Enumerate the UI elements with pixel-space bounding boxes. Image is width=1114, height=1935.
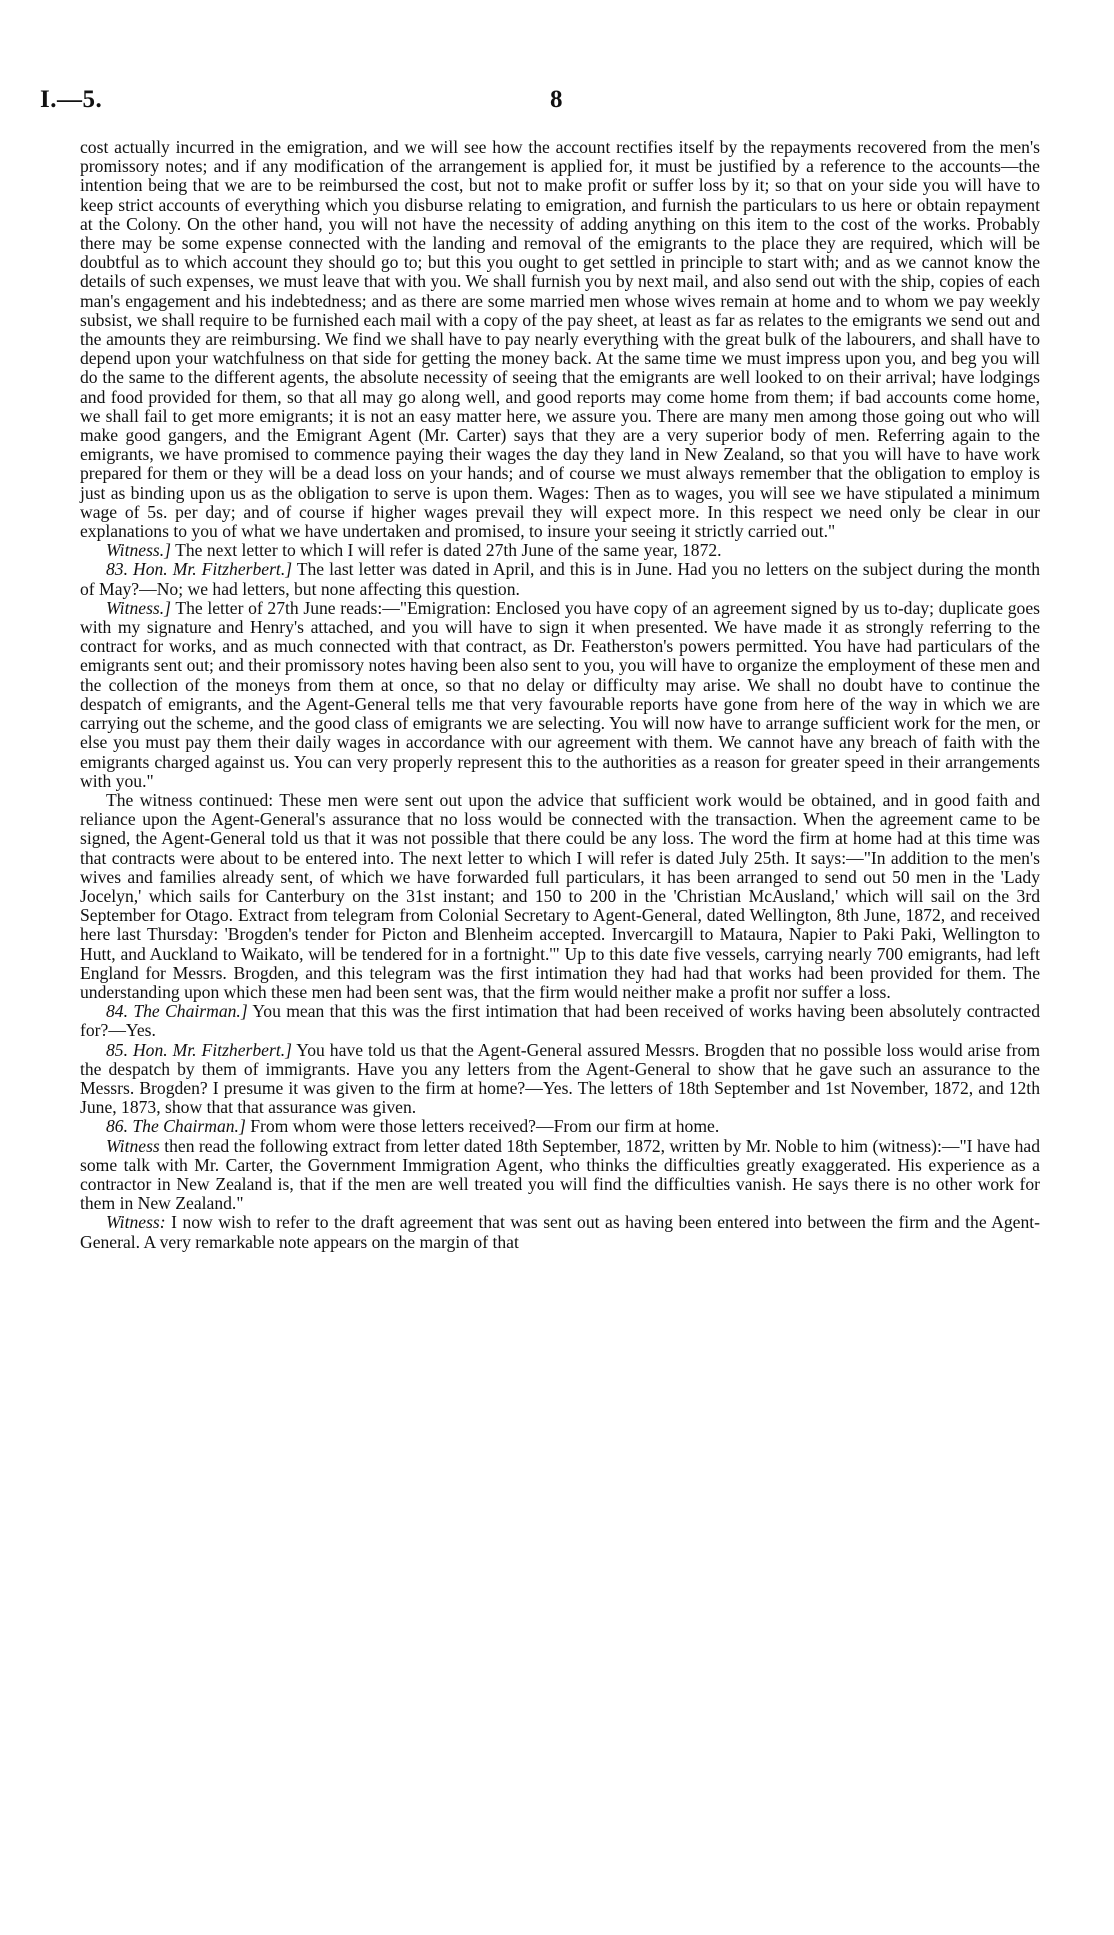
speaker-label: Witness.] bbox=[106, 597, 172, 618]
document-body bbox=[80, 138, 1040, 1252]
speaker-label: 84. The Chairman.] bbox=[106, 1001, 248, 1022]
paragraph-text: The witness continued: These men were sent out upon the advice that sufficient work would be obtained, and in good faith and reliance upon the Agent-General's assurance that no loss would be connected with the transaction. When the agreement came to be signed, the Agent-General told us that it was not possible that there could be any loss. The word the firm at home had at this time was that contracts were about to be entered into. The next letter to which I will refer is dated July 25th. It says:—"In addition to the men's wives and families already sent, of which we have forwarded full particulars, it has been arranged to send out 50 men in the 'Lady Jocelyn,' which sails for Canterbury on the 31st instant; and 150 to 200 in the 'Christian McAusland,' which will sail on the 3rd September for Otago. Extract from telegram from Colonial Secretary to Agent-General, dated Wellington, 8th June, 1872, and received here last Thursday: 'Brogden's tender for Picton and Blenheim accepted. Invercargill to Mataura, Napier to Paki Paki, Wellington to Hutt, and Auckland to Waikato, will be tendered for in a fortnight.'" Up to this date five vessels, carrying nearly 700 emigrants, had left England for Messrs. Brogden, and this telegram was the first intimation they had had that works had been provided for them. The understanding upon which these men had been sent was, that the firm would neither make a profit nor suffer a loss. bbox=[80, 789, 1040, 1002]
paragraph-text: You have told us that the Agent-General assured Messrs. Brogden that no possible loss would arise from the despatch by them of immigrants. Have you any letters from the Agent-General to show that he gave such an assurance to the Messrs. Brogden? I presume it was given to the firm at home?—Yes. The letters of 18th September and 1st November, 1872, and 12th June, 1873, show that that assurance was given. bbox=[80, 1039, 1041, 1118]
paragraph-text: From whom were those letters received?—From our firm at home. bbox=[245, 1116, 720, 1137]
speaker-label: 86. The Chairman.] bbox=[106, 1116, 246, 1137]
paragraph-text: The letter of 27th June reads:—"Emigration: Enclosed you have copy of an agreement signed by us to-day; duplicate goes with my signature and Henry's attached, and you will have to sign it when presented. We have made it as strongly referring to the contract for works, and as much connected with that contract, as Dr. Featherston's powers permitted. You have had particulars of the emigrants sent out; and their promissory notes having been also sent to you, you will have to organize the employment of these men and the collection of the moneys from them at once, so that no delay or difficulty may arise. We shall no doubt have to continue the despatch of emigrants, and the Agent-General tells me that very favourable reports have gone from here of the way in which we are carrying out the scheme, and the good class of emigrants we are selecting. You will now have to arrange sufficient work for the men, or else you must pay them their daily wages in accordance with our agreement with them. We cannot have any breach of faith with the emigrants charged against us. You can very properly represent this to the authorities as a reason for greater speed in their arrangements with you." bbox=[80, 597, 1040, 791]
paragraph bbox=[80, 1117, 1040, 1136]
page-number: 8 bbox=[550, 86, 563, 113]
paragraph bbox=[80, 1213, 1040, 1251]
page-header bbox=[40, 86, 1074, 122]
speaker-label: Witness.] bbox=[106, 540, 172, 561]
speaker-label: 83. Hon. Mr. Fitzherbert.] bbox=[106, 559, 293, 580]
paragraph-text: The next letter to which I will refer is dated 27th June of the same year, 1872. bbox=[171, 540, 722, 561]
paragraph bbox=[80, 560, 1040, 598]
paragraph bbox=[80, 1002, 1040, 1040]
speaker-label: 85. Hon. Mr. Fitzherbert.] bbox=[106, 1039, 292, 1060]
paragraph bbox=[80, 599, 1040, 791]
paragraph bbox=[80, 138, 1040, 541]
paragraph bbox=[80, 1137, 1040, 1214]
paragraph bbox=[80, 1041, 1040, 1118]
paragraph bbox=[80, 791, 1040, 1002]
speaker-label: Witness: bbox=[106, 1212, 166, 1233]
document-code: I.—5. bbox=[40, 86, 103, 113]
paragraph-text: You mean that this was the first intimation that had been received of works having been absolutely contracted for?—Yes. bbox=[80, 1001, 1040, 1041]
paragraph-text: The last letter was dated in April, and this is in June. Had you no letters on the subject during the month of May?—No; we had letters, but none affecting this question. bbox=[80, 559, 1041, 599]
paragraph-text: I now wish to refer to the draft agreement that was sent out as having been entered into between the firm and the Agent-General. A very remarkable note appears on the margin of that bbox=[80, 1212, 1040, 1252]
speaker-label: Witness bbox=[106, 1135, 160, 1156]
paragraph bbox=[80, 541, 1040, 560]
paragraph-text: then read the following extract from letter dated 18th September, 1872, written by Mr. Noble to him (witness):—"I have had some talk with Mr. Carter, the Government Immigration Agent, who thinks the difficulties greatly exaggerated. His experience as a contractor in New Zealand is, that if the men are well treated you will find the difficulties vanish. He says there is no other work for them in New Zealand." bbox=[80, 1135, 1040, 1214]
paragraph-text: cost actually incurred in the emigration, and we will see how the account rectifies itself by the repayments recovered from the men's promissory notes; and if any modification of the arrangement is applied for, it must be justified by a reference to the accounts—the intention being that we are to be reimbursed the cost, but not to make profit or suffer loss by it; so that on your side you will have to keep strict accounts of everything which you disburse relating to emigration, and furnish the particulars to us here or obtain repayment at the Colony. On the other hand, you will not have the necessity of adding anything on this item to the cost of the works. Probably there may be some expense connected with the landing and removal of the emigrants to the place they are required, which will be doubtful as to which account they should go to; but this you ought to get settled in principle to start with; and as we cannot know the details of such expenses, we must leave that with you. We shall furnish you by next mail, and also send out with the ship, copies of each man's engagement and his indebtedness; and as there are some married men whose wives remain at home and to whom we pay weekly subsist, we shall require to be furnished each mail with a copy of the pay sheet, at least as far as relates to the emigrants we send out and the amounts they are reimbursing. We find we shall have to pay nearly everything with the great bulk of the labourers, and shall have to depend upon your watchfulness on that side for getting the money back. At the same time we must impress upon you, and beg you will do the same to the different agents, the absolute necessity of seeing that the emigrants are well looked to on their arrival; have lodgings and food provided for them, so that all may go along well, and good reports may come home from them; if bad accounts come home, we shall fail to get more emigrants; it is not an easy matter here, we assure you. There are many men among those going out who will make good gangers, and the Emigrant Agent (Mr. Carter) says that they are a very superior body of men. Referring again to the emigrants, we have promised to commence paying their wages the day they land in New Zealand, so that you will have to have work prepared for them or they will be a dead loss on your hands; and of course we must always remember that the obligation to employ is just as binding upon us as the obligation to serve is upon them. Wages: Then as to wages, you will see we have stipulated a minimum wage of 5s. per day; and of course if higher wages prevail they will expect more. In this respect we need only be clear in our explanations to you of what we have undertaken and promised, to insure your seeing it strictly carried out." bbox=[80, 137, 1040, 542]
